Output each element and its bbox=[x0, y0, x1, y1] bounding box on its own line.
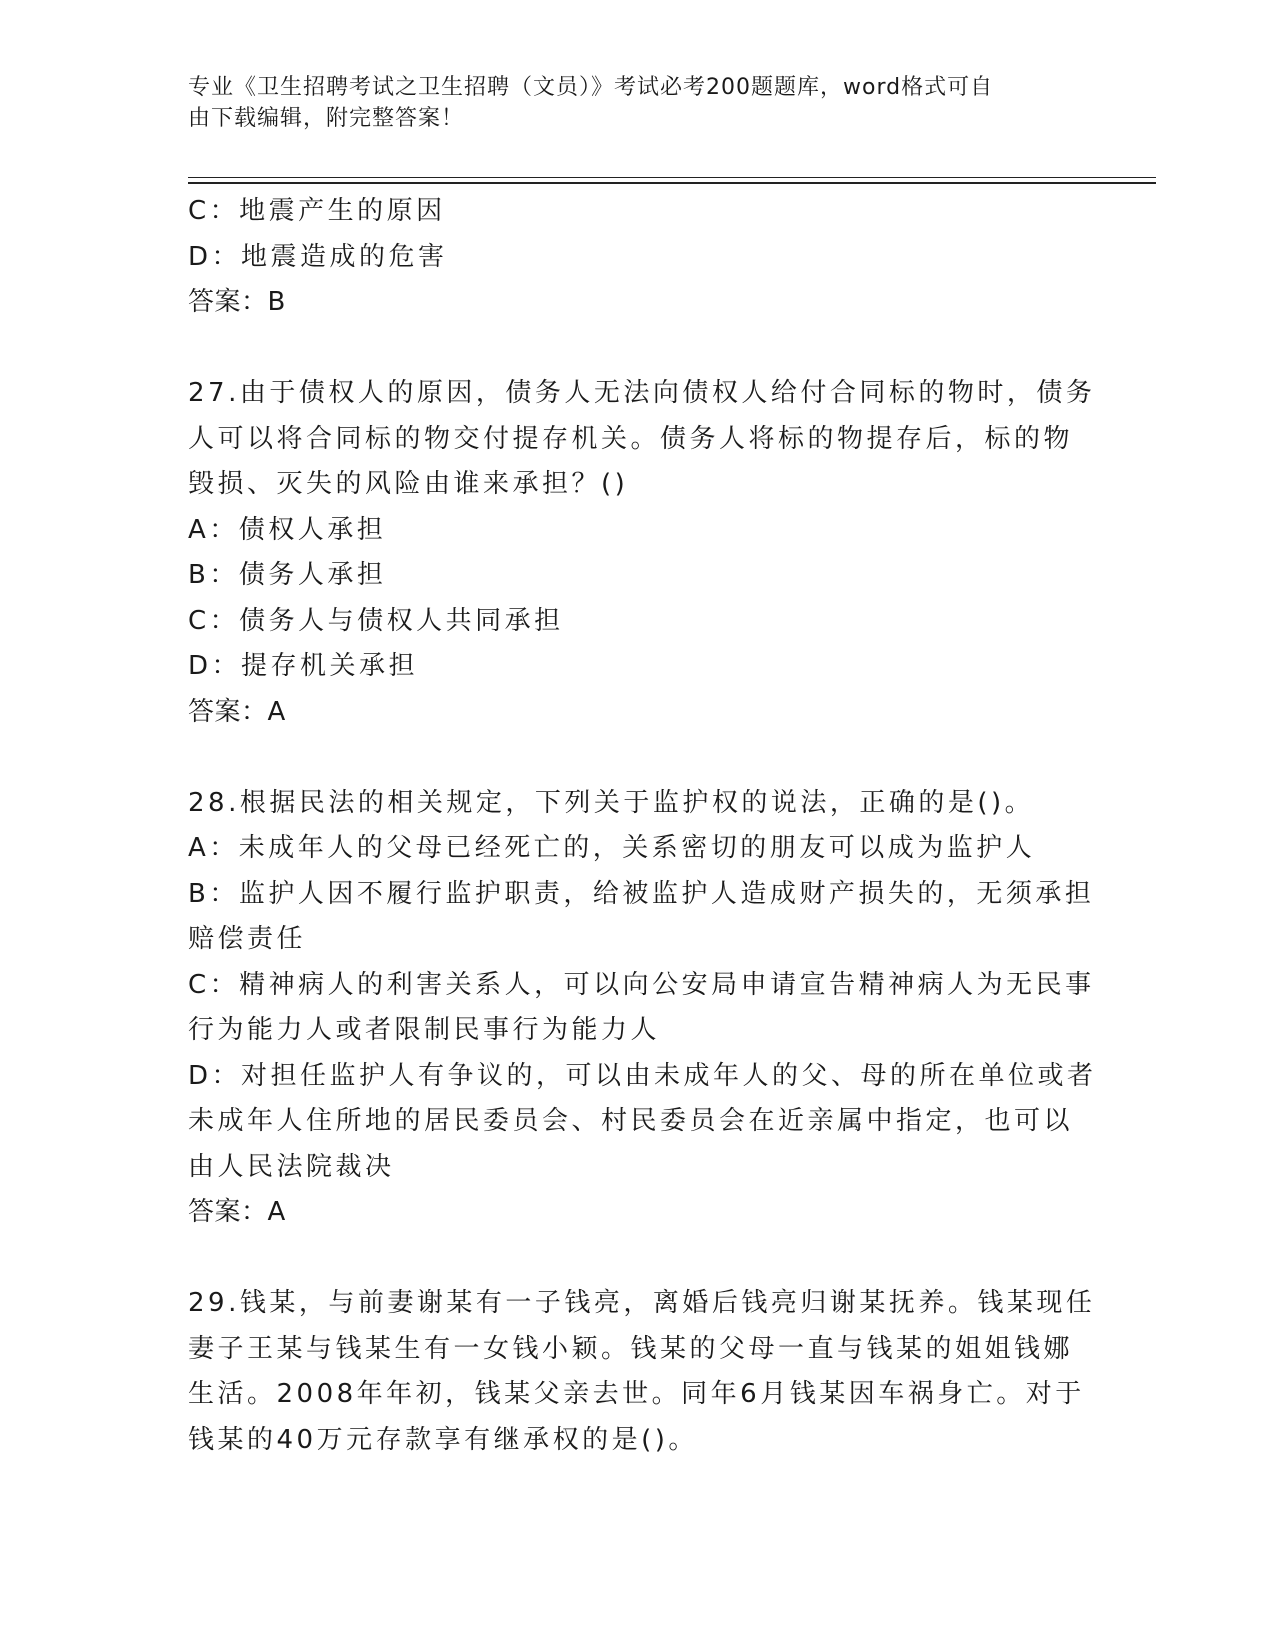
option-d: D：对担任监护人有争议的，可以由未成年人的父、母的所在单位或者 bbox=[188, 1060, 1097, 1091]
option-d: 未成年人住所地的居民委员会、村民委员会在近亲属中指定，也可以 bbox=[188, 1106, 1074, 1136]
option-c: C：债务人与债权人共同承担 bbox=[188, 605, 564, 636]
spacer bbox=[188, 1236, 1088, 1282]
question-29-text: 妻子王某与钱某生有一女钱小颖。钱某的父母一直与钱某的姐姐钱娜 bbox=[188, 1333, 1074, 1364]
question-28-text: 28.根据民法的相关规定，下列关于监护权的说法，正确的是()。 bbox=[188, 787, 1035, 818]
question-29-text: 29.钱某，与前妻谢某有一子钱亮，离婚后钱亮归谢某抚养。钱某现任 bbox=[188, 1288, 1096, 1318]
question-29-text: 钱某的40万元存款享有继承权的是()。 bbox=[188, 1424, 698, 1455]
option-b: B：监护人因不履行监护职责，给被监护人造成财产损失的，无须承担 bbox=[188, 878, 1095, 909]
option-b: 赔偿责任 bbox=[188, 924, 307, 954]
option-d: D：提存机关承担 bbox=[188, 651, 419, 681]
header-divider-thick bbox=[188, 182, 1156, 184]
option-a: A：债权人承担 bbox=[188, 514, 387, 545]
answer-line: 答案：B bbox=[188, 287, 286, 317]
option-b: B：债务人承担 bbox=[188, 560, 387, 590]
question-27-text: 27.由于债权人的原因，债务人无法向债权人给付合同标的物时，债务 bbox=[188, 378, 1096, 408]
answer-line: 答案：A bbox=[188, 1197, 286, 1227]
question-27-text: 毁损、灭失的风险由谁来承担？() bbox=[188, 469, 629, 499]
spacer bbox=[188, 735, 1088, 781]
option-c: C：地震产生的原因 bbox=[188, 196, 446, 226]
spacer bbox=[188, 326, 1088, 372]
option-c: 行为能力人或者限制民事行为能力人 bbox=[188, 1015, 661, 1045]
option-d: 由人民法院裁决 bbox=[188, 1151, 395, 1182]
answer-line: 答案：A bbox=[188, 696, 286, 727]
option-a: A：未成年人的父母已经死亡的，关系密切的朋友可以成为监护人 bbox=[188, 833, 1036, 863]
page-header: 专业《卫生招聘考试之卫生招聘（文员）》考试必考200题题库，word格式可自 由下载编辑，附完整答案！ bbox=[188, 75, 994, 131]
option-c: C：精神病人的利害关系人，可以向公安局申请宣告精神病人为无民事 bbox=[188, 969, 1095, 1000]
question-27-text: 人可以将合同标的物交付提存机关。债务人将标的物提存后，标的物 bbox=[188, 423, 1074, 454]
option-d: D：地震造成的危害 bbox=[188, 241, 448, 272]
header-divider-thin bbox=[188, 177, 1156, 178]
question-29-text: 生活。2008年年初，钱某父亲去世。同年6月钱某因车祸身亡。对于 bbox=[188, 1379, 1085, 1409]
document-body bbox=[188, 189, 1097, 1463]
